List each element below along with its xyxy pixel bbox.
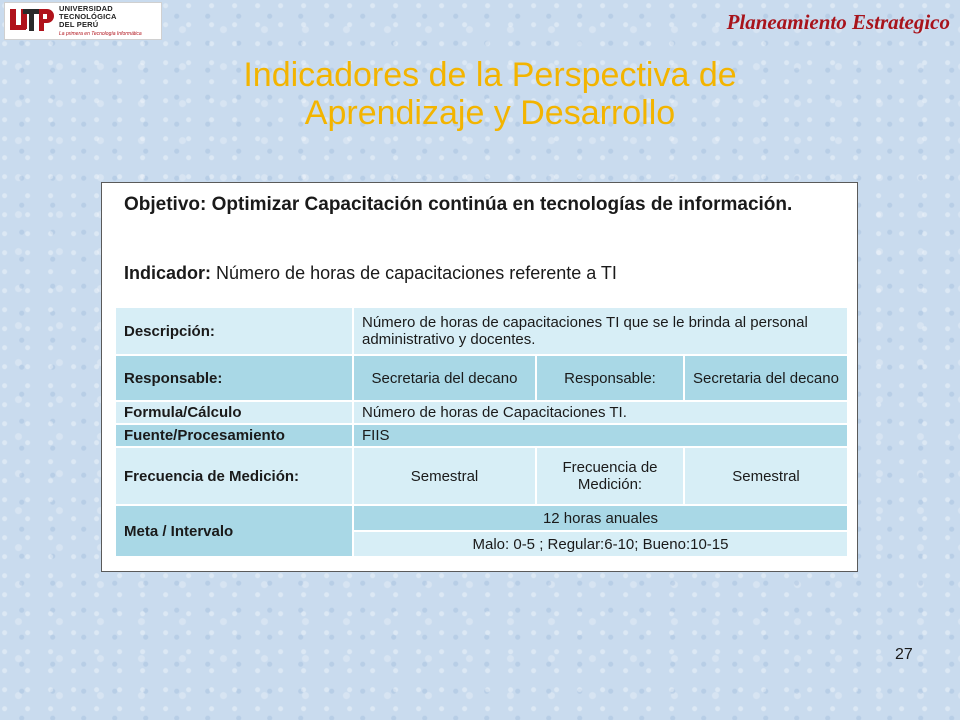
slide-title-line-1: Indicadores de la Perspectiva de [243, 56, 737, 94]
slide-title [140, 56, 840, 132]
description-value: Número de horas de capacitaciones TI que se le brinda al personal administrativo y docentes. [354, 308, 847, 354]
table-row-source [116, 425, 847, 446]
brand-title: Planeamiento Estrategico [726, 10, 950, 34]
table-row-description [116, 308, 847, 354]
frequency-label-2: Frecuencia de Medición: [537, 448, 683, 504]
frequency-value: Semestral [354, 448, 535, 504]
indicator [124, 263, 824, 284]
logo-line-2: TECNOLÓGICA [59, 12, 117, 21]
objective-label: Objetivo: [124, 194, 207, 215]
university-logo [4, 2, 162, 40]
utp-logo-icon [9, 6, 55, 36]
logo-text [59, 5, 142, 37]
interval-value: Malo: 0-5 ; Regular:6-10; Bueno:10-15 [354, 532, 847, 556]
page-number: 27 [895, 646, 913, 663]
table-row-responsible [116, 356, 847, 400]
description-label: Descripción: [116, 308, 352, 354]
responsible-value: Secretaria del decano [354, 356, 535, 400]
formula-value: Número de horas de Capacitaciones TI. [354, 402, 847, 423]
indicator-text: Número de horas de capacitaciones referente a TI [216, 263, 617, 283]
source-value: FIIS [354, 425, 847, 446]
objective [124, 189, 824, 220]
slide-title-line-2: Aprendizaje y Desarrollo [304, 94, 676, 132]
frequency-label: Frecuencia de Medición: [116, 448, 352, 504]
table-row-formula [116, 402, 847, 423]
goal-label: Meta / Intervalo [116, 506, 352, 556]
responsible-label: Responsable: [116, 356, 352, 400]
responsible-value-2: Secretaria del decano [685, 356, 847, 400]
frequency-value-2: Semestral [685, 448, 847, 504]
source-label: Fuente/Procesamiento [116, 425, 352, 446]
logo-tagline: La primera en Tecnología Informática [59, 31, 142, 37]
table-row-frequency [116, 448, 847, 504]
objective-text: Optimizar Capacitación continúa en tecnologías de información. [211, 194, 793, 215]
logo-line-1: UNIVERSIDAD [59, 4, 113, 13]
table-row-goal [116, 506, 847, 530]
formula-label: Formula/Cálculo [116, 402, 352, 423]
goal-value: 12 horas anuales [354, 506, 847, 530]
indicator-label: Indicador: [124, 263, 212, 283]
logo-line-3: DEL PERÚ [59, 20, 99, 29]
indicator-table [114, 306, 849, 558]
responsible-label-2: Responsable: [537, 356, 683, 400]
indicator-panel [101, 182, 858, 572]
